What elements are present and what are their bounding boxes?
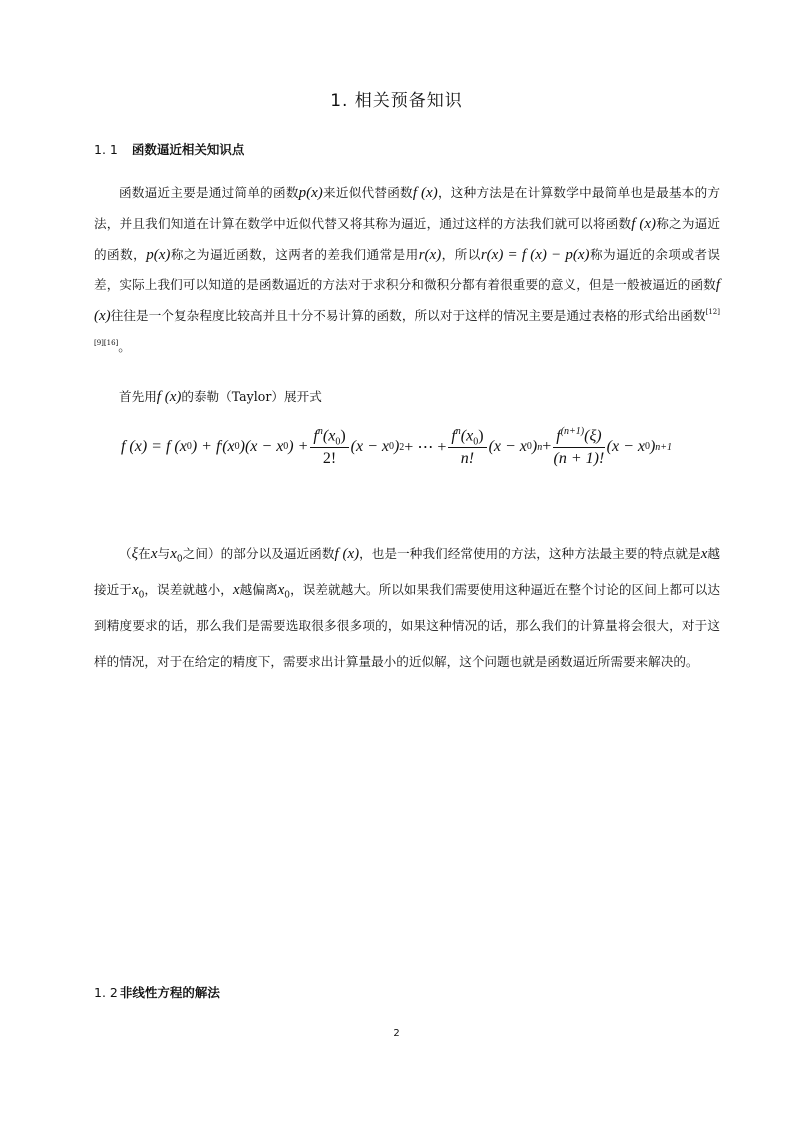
section-number: 1. 1	[94, 142, 118, 157]
paragraph-taylor-intro: 首先用f (x)的泰勒（Taylor）展开式	[119, 389, 322, 405]
math-error-equation: r(x) = f (x) − p(x)	[480, 246, 590, 263]
math-p-x: p(x)	[146, 246, 171, 263]
taylor-expansion-formula: f (x) = f (x 0 ) + f ' (x 0 )(x − x 0 ) + $\frac{f^n(x_0)}{2!}$ (x − x 0 ) 2 + ⋯ + $\frac{f^n(x_0)}{n!}$ (x − x 0 ) n + $\frac{f^{(n+1)}(\xi)}{(n + 1)!}$ (x − x 0 ) n+1	[120, 426, 673, 468]
section-number: 1. 2	[94, 985, 118, 1000]
citation-marker: [12][9][16]	[94, 308, 720, 347]
fraction-second-term: $\frac{f^n(x_0)}{2!}$	[310, 426, 348, 468]
chapter-title: 1. 相关预备知识	[330, 91, 463, 111]
math-p-x: p(x)	[298, 185, 323, 201]
fraction-remainder-term: $\frac{f^{(n+1)}(\xi)}{(n + 1)!}$	[553, 426, 605, 468]
math-f-x: f (x)	[156, 389, 182, 405]
section-title: 函数逼近相关知识点	[131, 142, 245, 157]
math-f-x: f (x)	[94, 277, 720, 325]
paragraph-taylor-remainder: （ξ在x与$x_0$之间）的部分以及逼近函数f (x)，也是一种我们经常使用的方法，这种方法最主要的特点就是x越接近于$x_0$，误差就越小，x越偏离$x_0$，误差就越大。所以如果我们需要使用这种逼近在整个讨论的区间上都可以达到精度要求的话，那么我们是需要选取很多很多项的，如果这种情况的话，那么我们的计算量将会很大，对于这样的情况，对于在给定的精度下，需要求出计算量最小的近似解，这个问题也就是函数逼近所需要来解决的。	[94, 546, 721, 669]
section-title: 非线性方程的解法	[119, 985, 220, 1000]
math-f-x: f (x)	[412, 185, 438, 201]
math-f-x: f (x)	[631, 215, 657, 232]
fraction-nth-term: $\frac{f^n(x_0)}{n!}$	[448, 426, 486, 468]
section-heading-1-2	[94, 983, 220, 1001]
section-heading-1-1	[94, 140, 244, 158]
paragraph-function-approximation: 函数逼近主要是通过简单的函数p(x)来近似代替函数f (x)，这种方法是在计算数学中最简单也是最基本的方法，并且我们知道在计算在数学中近似代替又将其称为逼近，通过这样的方法我们就可以将函数f (x)称之为逼近的函数，p(x)称之为逼近函数，这两者的差我们通常是用r(x)，所以r(x) = f (x) − p(x)称为逼近的余项或者误差，实际上我们可以知道的是函数逼近的方法对于求积分和微积分都有着很重要的意义，但是一般被逼近的函数f (x)往往是一个复杂程度比较高并且十分不易计算的函数，所以对于这样的情况主要是通过表格的形式给出函数[12][9][16]。	[94, 185, 721, 354]
page-number: 2	[393, 1028, 400, 1039]
math-r-x: r(x)	[418, 246, 442, 263]
